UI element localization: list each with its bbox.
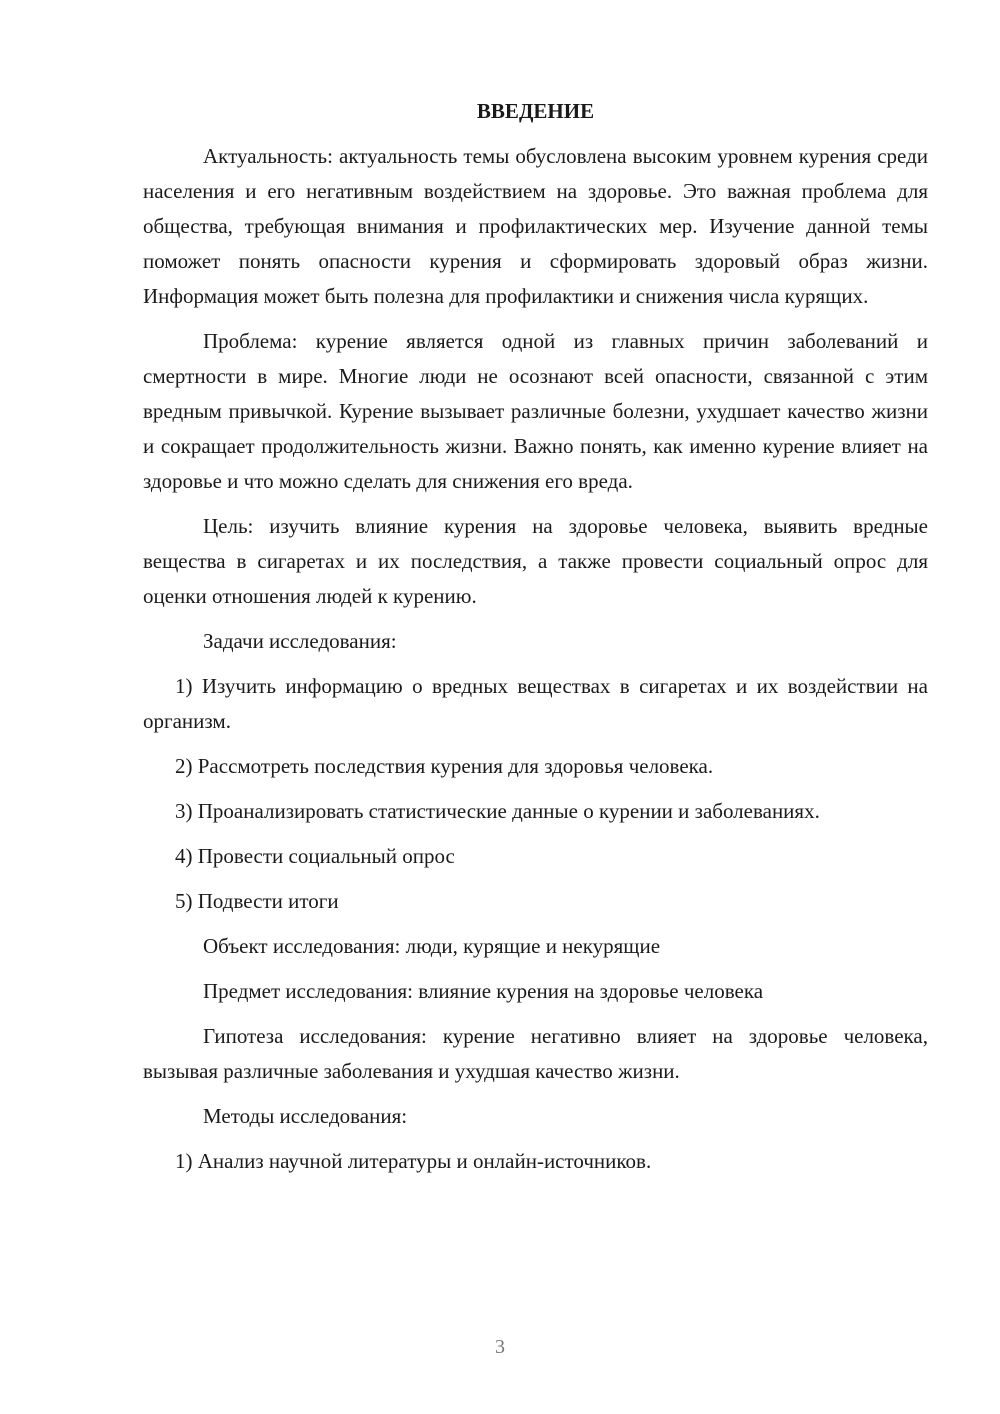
task-item-2: 2) Рассмотреть последствия курения для здоровья человека. [175, 754, 714, 778]
task-item-3: 3) Проанализировать статистические данные о курении и заболеваниях. [175, 799, 820, 823]
page-number: 3 [495, 1336, 505, 1358]
tasks-heading: Задачи исследования: [203, 629, 397, 653]
problem-paragraph: Проблема: курение является одной из главных причин заболеваний и смертности в мире. Многие люди не осознают всей опасности, связанной с этим вредным привычкой. Курение вызывает различные болезни, ухудшает качество жизни и сокращает продолжительность жизни. Важно понять, как именно курение влияет на здоровье и что можно сделать для снижения его вреда. [143, 329, 928, 493]
research-subject: Предмет исследования: влияние курения на здоровье человека [203, 979, 764, 1003]
goal-paragraph: Цель: изучить влияние курения на здоровье человека, выявить вредные вещества в сигаретах и их последствия, а также провести социальный опрос для оценки отношения людей к курению. [143, 514, 928, 608]
research-hypothesis: Гипотеза исследования: курение негативно влияет на здоровье человека, вызывая различные заболевания и ухудшая качество жизни. [143, 1024, 928, 1083]
page-content [143, 94, 928, 1179]
relevance-paragraph: Актуальность: актуальность темы обусловлена высоким уровнем курения среди населения и его негативным воздействием на здоровье. Это важная проблема для общества, требующая внимания и профилактических мер. Изучение данной темы поможет понять опасности курения и сформировать здоровый образ жизни. Информация может быть полезна для профилактики и снижения числа курящих. [143, 144, 928, 308]
method-item-1: 1) Анализ научной литературы и онлайн-источников. [175, 1149, 652, 1173]
task-item-5: 5) Подвести итоги [175, 889, 339, 913]
task-item-1: 1) Изучить информацию о вредных веществах в сигаретах и их воздействии на организм. [143, 674, 928, 733]
task-item-4: 4) Провести социальный опрос [175, 844, 455, 868]
methods-heading: Методы исследования: [203, 1104, 408, 1128]
section-heading: ВВЕДЕНИЕ [476, 99, 595, 123]
research-object: Объект исследования: люди, курящие и некурящие [203, 934, 661, 958]
